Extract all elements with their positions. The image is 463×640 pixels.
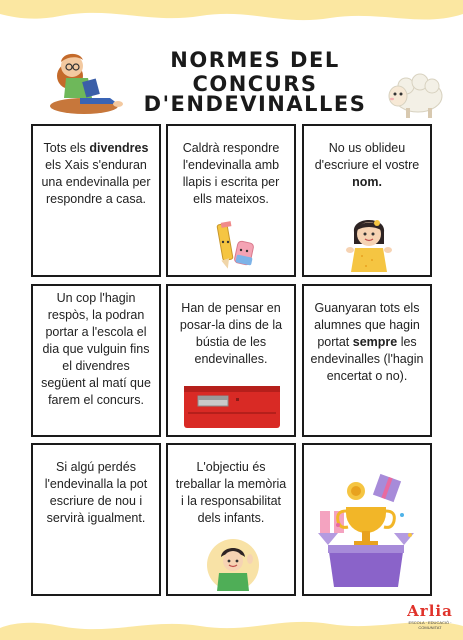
rule-card-9 [302,443,432,596]
rule-text-6: Guanyaran tots els alumnes que hagin portat sempre les endevinalles (l'hagin encertat o no). [310,301,424,383]
top-wave-decoration [0,0,463,40]
rule-card-4 [31,284,161,437]
trophy-gifts-icon [312,455,424,591]
sheep-icon [384,66,448,122]
rule-card-1 [31,124,161,277]
page-title-line-1: NORMES DEL CONCURS [170,48,340,96]
rule-text-1: Tots els divendres els Xais s'enduran una endevinalla per respondre a casa. [41,141,151,206]
rule-card-6 [302,284,432,437]
mailbox-icon [180,382,284,432]
brand-logo [404,602,456,630]
rule-text-4: Un cop l'hagin respòs, la podran portar a l'escola el dia que vulguin fins el divendres següent al matí que farem el concurs. [41,291,151,407]
rule-text-8: L'objectiu és treballar la memòria i la responsabilitat dels infants. [175,460,287,525]
girl-icon [342,210,396,274]
rule-text-5: Han de pensar en posar-la dins de la bústia de les endevinalles. [179,301,283,366]
page-title-line-2: D'ENDEVINALLES [143,92,367,116]
brand-tagline: ESCOLA · EDUCACIÓ · COMUNITAT [408,620,452,630]
rule-text-3: No us oblideu d'escriure el vostre nom. [314,141,420,189]
reading-kid-icon [46,42,126,116]
rule-card-7 [31,443,161,596]
rule-card-3 [302,124,432,277]
rule-card-2 [166,124,296,277]
pencil-eraser-icon [212,220,256,274]
rule-card-5 [166,284,296,437]
brand-name: Arlia [407,602,453,620]
rule-card-8 [166,443,296,596]
bottom-wave-decoration [0,610,463,640]
rule-text-7: Si algú perdés l'endevinalla la pot escriure de nou i servirà igualment. [44,460,148,525]
rule-text-2: Caldrà respondre l'endevinalla amb llapis i escrita per ells mateixos. [182,141,280,206]
boy-icon [204,537,262,593]
